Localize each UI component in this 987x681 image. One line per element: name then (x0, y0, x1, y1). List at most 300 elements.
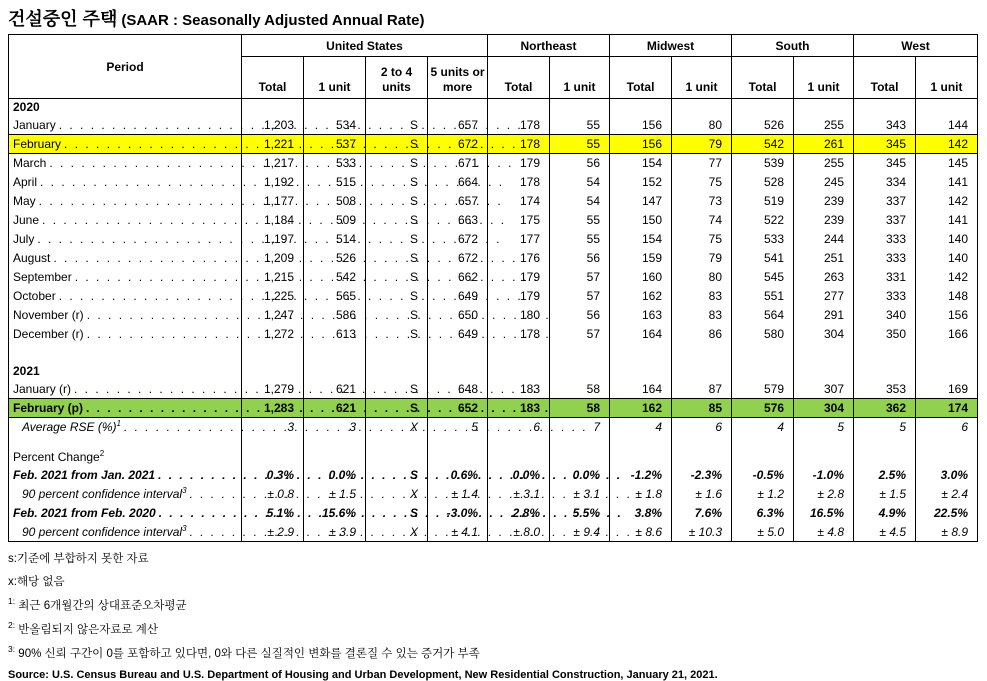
data-cell: 542 (732, 135, 794, 154)
data-cell: S (366, 380, 428, 399)
data-cell: -1.2% (610, 466, 672, 485)
data-cell: 337 (854, 211, 916, 230)
data-cell (916, 449, 978, 466)
data-cell: 0.0% (550, 466, 610, 485)
table-row (9, 380, 978, 399)
data-cell: 162 (610, 399, 672, 418)
data-cell: ± 0.8 (242, 485, 304, 504)
data-cell (428, 363, 488, 380)
data-cell: S (366, 135, 428, 154)
data-cell (854, 99, 916, 116)
data-cell: 58 (550, 380, 610, 399)
data-cell (732, 449, 794, 466)
group-south: South (732, 35, 854, 57)
data-cell (366, 449, 428, 466)
data-cell: 1,247 (242, 306, 304, 325)
section-row (9, 449, 978, 466)
data-cell (428, 99, 488, 116)
data-cell: 6 (488, 418, 550, 437)
data-cell: 4 (610, 418, 672, 437)
data-cell: 7.6% (672, 504, 732, 523)
data-cell: 580 (732, 325, 794, 344)
group-northeast: Northeast (488, 35, 610, 57)
data-cell: 509 (304, 211, 366, 230)
data-cell (916, 437, 978, 449)
data-cell: 613 (304, 325, 366, 344)
data-cell: 5 (854, 418, 916, 437)
period-cell (9, 504, 242, 523)
data-cell: 576 (732, 399, 794, 418)
data-cell: 164 (610, 380, 672, 399)
table-body (9, 99, 978, 542)
data-cell: 5 (794, 418, 854, 437)
data-cell: 56 (550, 306, 610, 325)
period-cell (9, 523, 242, 542)
data-cell (304, 99, 366, 116)
data-cell: 58 (550, 399, 610, 418)
section-row (9, 99, 978, 116)
data-cell: 526 (304, 249, 366, 268)
data-cell: 333 (854, 287, 916, 306)
data-cell (794, 437, 854, 449)
data-cell: 183 (488, 380, 550, 399)
data-cell: 664 (428, 173, 488, 192)
data-cell: 147 (610, 192, 672, 211)
data-cell: ± 8.9 (916, 523, 978, 542)
data-cell: 345 (854, 154, 916, 173)
data-cell: 183 (488, 399, 550, 418)
table-row (9, 325, 978, 344)
period-label: Average RSE (%)$^1$ (22, 419, 121, 435)
period-label: December (r) (13, 327, 84, 341)
footnote: s:기준에 부합하지 못한 자료 (8, 553, 149, 565)
data-cell: ± 2.4 (916, 485, 978, 504)
data-cell: 57 (550, 287, 610, 306)
data-cell: 6.3% (732, 504, 794, 523)
data-cell: ± 1.5 (854, 485, 916, 504)
data-cell: 515 (304, 173, 366, 192)
data-cell (672, 437, 732, 449)
table-row (9, 418, 978, 437)
data-cell: 141 (916, 173, 978, 192)
data-cell: 239 (794, 211, 854, 230)
data-cell (854, 437, 916, 449)
data-cell: 586 (304, 306, 366, 325)
data-cell: 245 (794, 173, 854, 192)
data-cell: 85 (672, 399, 732, 418)
period-cell (9, 99, 242, 116)
col-mw-total: Total (610, 57, 672, 99)
data-cell (550, 437, 610, 449)
data-cell: 22.5% (916, 504, 978, 523)
data-cell (916, 363, 978, 380)
data-cell: S (366, 287, 428, 306)
data-cell: 159 (610, 249, 672, 268)
data-cell: -2.3% (672, 466, 732, 485)
col-ne-1unit: 1 unit (550, 57, 610, 99)
data-cell: -0.5% (732, 466, 794, 485)
data-cell (854, 449, 916, 466)
data-cell: 86 (672, 325, 732, 344)
period-cell (9, 466, 242, 485)
data-cell: ± 2.9 (242, 523, 304, 542)
group-west: West (854, 35, 978, 57)
data-cell: 169 (916, 380, 978, 399)
data-cell: 1,177 (242, 192, 304, 211)
data-cell: 0.3% (242, 466, 304, 485)
data-cell (428, 449, 488, 466)
data-cell (242, 449, 304, 466)
data-cell: 148 (916, 287, 978, 306)
period-header: Period (9, 35, 242, 99)
data-cell: 174 (488, 192, 550, 211)
data-cell (550, 99, 610, 116)
data-cell: 178 (488, 325, 550, 344)
data-cell: 156 (610, 116, 672, 135)
data-cell: X (366, 523, 428, 542)
period-cell (9, 363, 242, 380)
data-cell: 648 (428, 380, 488, 399)
period-cell (9, 135, 242, 154)
period-cell (9, 399, 242, 418)
table-row (9, 192, 978, 211)
col-s-total: Total (732, 57, 794, 99)
data-cell: 251 (794, 249, 854, 268)
period-label: August (13, 251, 51, 265)
data-cell: S (366, 504, 428, 523)
data-cell: 75 (672, 173, 732, 192)
data-cell: 350 (854, 325, 916, 344)
data-cell (732, 344, 794, 363)
data-cell (794, 344, 854, 363)
data-cell: 178 (488, 116, 550, 135)
data-cell: X (366, 485, 428, 504)
period-cell (9, 173, 242, 192)
blank-row (9, 344, 978, 363)
data-cell: 177 (488, 230, 550, 249)
data-cell: 277 (794, 287, 854, 306)
period-cell (9, 154, 242, 173)
table-row (9, 268, 978, 287)
housing-table (8, 34, 978, 542)
footnote: x:해당 없음 (8, 576, 65, 588)
data-cell: 74 (672, 211, 732, 230)
data-cell: 179 (488, 287, 550, 306)
period-label: February (p) (13, 401, 84, 415)
data-cell: 333 (854, 230, 916, 249)
data-cell: 545 (732, 268, 794, 287)
data-cell: 1,272 (242, 325, 304, 344)
data-cell: S (366, 268, 428, 287)
data-cell: 239 (794, 192, 854, 211)
data-cell: 579 (732, 380, 794, 399)
data-cell: ± 8.6 (610, 523, 672, 542)
data-cell: 1,215 (242, 268, 304, 287)
col-us-2to4: 2 to 4 units (366, 57, 428, 99)
data-cell: 333 (854, 249, 916, 268)
data-cell: 508 (304, 192, 366, 211)
data-cell (550, 449, 610, 466)
data-cell: 55 (550, 116, 610, 135)
data-cell: 657 (428, 116, 488, 135)
data-cell: ± 3.9 (304, 523, 366, 542)
data-cell: 57 (550, 325, 610, 344)
title-english: (SAAR : Seasonally Adjusted Annual Rate) (121, 12, 425, 29)
data-cell (304, 344, 366, 363)
data-cell (304, 449, 366, 466)
data-cell: ± 1.2 (732, 485, 794, 504)
source-line: Source: U.S. Census Bureau and U.S. Department of Housing and Urban Development, New Residential Construction, January 21, 2021. (8, 669, 718, 681)
data-cell: S (366, 399, 428, 418)
col-s-1unit: 1 unit (794, 57, 854, 99)
data-cell: 83 (672, 287, 732, 306)
data-cell: ± 4.1 (428, 523, 488, 542)
period-label: May (13, 194, 36, 208)
period-cell (9, 249, 242, 268)
period-cell (9, 380, 242, 399)
data-cell: 73 (672, 192, 732, 211)
table-row (9, 173, 978, 192)
data-cell (610, 449, 672, 466)
data-cell (488, 449, 550, 466)
data-cell (732, 99, 794, 116)
period-label: Feb. 2021 from Feb. 2020 (13, 506, 156, 520)
period-cell (9, 287, 242, 306)
data-cell: 621 (304, 380, 366, 399)
table-row (9, 154, 978, 173)
data-cell: 180 (488, 306, 550, 325)
data-cell: 621 (304, 399, 366, 418)
data-cell: 672 (428, 135, 488, 154)
data-cell: 56 (550, 154, 610, 173)
data-cell: S (366, 325, 428, 344)
data-cell: ± 4.5 (854, 523, 916, 542)
section-row (9, 363, 978, 380)
data-cell: 176 (488, 249, 550, 268)
data-cell: S (366, 192, 428, 211)
dot-leader (84, 327, 551, 341)
data-cell (916, 344, 978, 363)
data-cell (366, 344, 428, 363)
footnote: $^{2:}$ 반올림되지 않은자료로 계산 (8, 619, 158, 636)
data-cell (794, 449, 854, 466)
data-cell: 140 (916, 230, 978, 249)
data-cell: S (366, 211, 428, 230)
period-label: 90 percent confidence interval$^3$ (22, 523, 187, 539)
dot-leader (156, 506, 623, 520)
data-cell: 565 (304, 287, 366, 306)
data-cell: 528 (732, 173, 794, 192)
data-cell: 56 (550, 249, 610, 268)
data-cell: 522 (732, 211, 794, 230)
data-cell: ± 8.0 (488, 523, 550, 542)
data-cell: ± 4.8 (794, 523, 854, 542)
dot-leader (83, 401, 550, 415)
data-cell: 307 (794, 380, 854, 399)
period-label: July (13, 232, 35, 246)
period-label: June (13, 213, 40, 227)
data-cell: 672 (428, 230, 488, 249)
data-cell: 1,209 (242, 249, 304, 268)
data-cell: 362 (854, 399, 916, 418)
data-cell: 3 (242, 418, 304, 437)
data-cell: 55 (550, 211, 610, 230)
data-cell (242, 363, 304, 380)
data-cell: 141 (916, 211, 978, 230)
data-cell: ± 10.3 (672, 523, 732, 542)
data-cell: 534 (304, 116, 366, 135)
data-cell: 145 (916, 154, 978, 173)
data-cell: 83 (672, 306, 732, 325)
period-label: April (13, 175, 38, 189)
col-us-total: Total (242, 57, 304, 99)
data-cell: ± 2.8 (794, 485, 854, 504)
data-cell (916, 99, 978, 116)
data-cell: 663 (428, 211, 488, 230)
data-cell (366, 99, 428, 116)
data-cell: 1,203 (242, 116, 304, 135)
data-cell: ± 1.8 (610, 485, 672, 504)
data-cell: 331 (854, 268, 916, 287)
data-cell: 178 (488, 173, 550, 192)
data-cell: 80 (672, 268, 732, 287)
data-cell: 1,225 (242, 287, 304, 306)
data-cell: 55 (550, 135, 610, 154)
data-cell: -1.0% (794, 466, 854, 485)
table-header (9, 35, 978, 99)
data-cell: 160 (610, 268, 672, 287)
data-cell (610, 437, 672, 449)
data-cell (488, 99, 550, 116)
data-cell: 291 (794, 306, 854, 325)
period-label: January (r) (13, 381, 72, 396)
data-cell: 672 (428, 249, 488, 268)
dot-leader (155, 468, 622, 482)
data-cell: 79 (672, 249, 732, 268)
data-cell: 6 (916, 418, 978, 437)
data-cell (672, 363, 732, 380)
period-cell (9, 449, 242, 466)
data-cell: 652 (428, 399, 488, 418)
group-midwest: Midwest (610, 35, 732, 57)
period-label: January (13, 117, 56, 132)
data-cell: 142 (916, 268, 978, 287)
data-cell: 154 (610, 230, 672, 249)
footnotes (8, 550, 979, 660)
data-cell (488, 363, 550, 380)
period-cell (9, 485, 242, 504)
data-cell: ± 1.5 (304, 485, 366, 504)
data-cell: 244 (794, 230, 854, 249)
table-row (9, 249, 978, 268)
data-cell: 650 (428, 306, 488, 325)
data-cell: 649 (428, 287, 488, 306)
data-cell: 2.8% (488, 504, 550, 523)
data-cell: 263 (794, 268, 854, 287)
data-cell: S (366, 466, 428, 485)
data-cell: 541 (732, 249, 794, 268)
data-cell: S (366, 249, 428, 268)
data-cell: 175 (488, 211, 550, 230)
data-cell: 353 (854, 380, 916, 399)
data-cell: 255 (794, 116, 854, 135)
data-cell: 3.0% (916, 466, 978, 485)
data-cell: 533 (732, 230, 794, 249)
data-cell (242, 99, 304, 116)
data-cell: 1,197 (242, 230, 304, 249)
table-row (9, 399, 978, 418)
data-cell: 533 (304, 154, 366, 173)
data-cell: 343 (854, 116, 916, 135)
data-cell: 2.5% (854, 466, 916, 485)
data-cell: 551 (732, 287, 794, 306)
period-cell (9, 437, 242, 449)
group-header-row (9, 35, 978, 57)
data-cell: 526 (732, 116, 794, 135)
data-cell: 3 (304, 418, 366, 437)
data-cell (854, 344, 916, 363)
data-cell: 162 (610, 287, 672, 306)
col-ne-total: Total (488, 57, 550, 99)
data-cell: 142 (916, 135, 978, 154)
period-label: March (13, 156, 47, 171)
data-cell: 1,217 (242, 154, 304, 173)
data-cell: 0.6% (428, 466, 488, 485)
table-row (9, 466, 978, 485)
data-cell: 87 (672, 380, 732, 399)
data-cell: 15.6% (304, 504, 366, 523)
data-cell: 3.8% (610, 504, 672, 523)
footnote: $^{1:}$ 최근 6개월간의 상대표준오차평균 (8, 596, 187, 612)
data-cell (366, 437, 428, 449)
period-label: Feb. 2021 from Jan. 2021 (13, 468, 156, 482)
data-cell (550, 363, 610, 380)
group-united-states: United States (242, 35, 488, 57)
data-cell: 564 (732, 306, 794, 325)
data-cell: 1,184 (242, 211, 304, 230)
data-cell: S (366, 173, 428, 192)
data-cell: 179 (488, 268, 550, 287)
data-cell: 519 (732, 192, 794, 211)
data-cell: S (366, 116, 428, 135)
data-cell: S (366, 154, 428, 173)
period-label: September (13, 270, 72, 284)
data-cell: ± 3.1 (550, 485, 610, 504)
data-cell: 304 (794, 399, 854, 418)
data-cell: 514 (304, 230, 366, 249)
data-cell (672, 449, 732, 466)
period-cell (9, 192, 242, 211)
data-cell: 77 (672, 154, 732, 173)
period-label: 2020 (13, 100, 40, 115)
data-cell: 140 (916, 249, 978, 268)
data-cell: ± 1.6 (672, 485, 732, 504)
data-cell: 163 (610, 306, 672, 325)
data-cell: 649 (428, 325, 488, 344)
data-cell: 156 (610, 135, 672, 154)
data-cell: 57 (550, 268, 610, 287)
data-cell: 1,192 (242, 173, 304, 192)
title-korean: 건설중인 주택 (8, 9, 118, 29)
data-cell (428, 344, 488, 363)
data-cell (794, 99, 854, 116)
data-cell: 334 (854, 173, 916, 192)
data-cell (610, 99, 672, 116)
data-cell (550, 344, 610, 363)
period-cell (9, 230, 242, 249)
col-w-total: Total (854, 57, 916, 99)
period-cell (9, 325, 242, 344)
